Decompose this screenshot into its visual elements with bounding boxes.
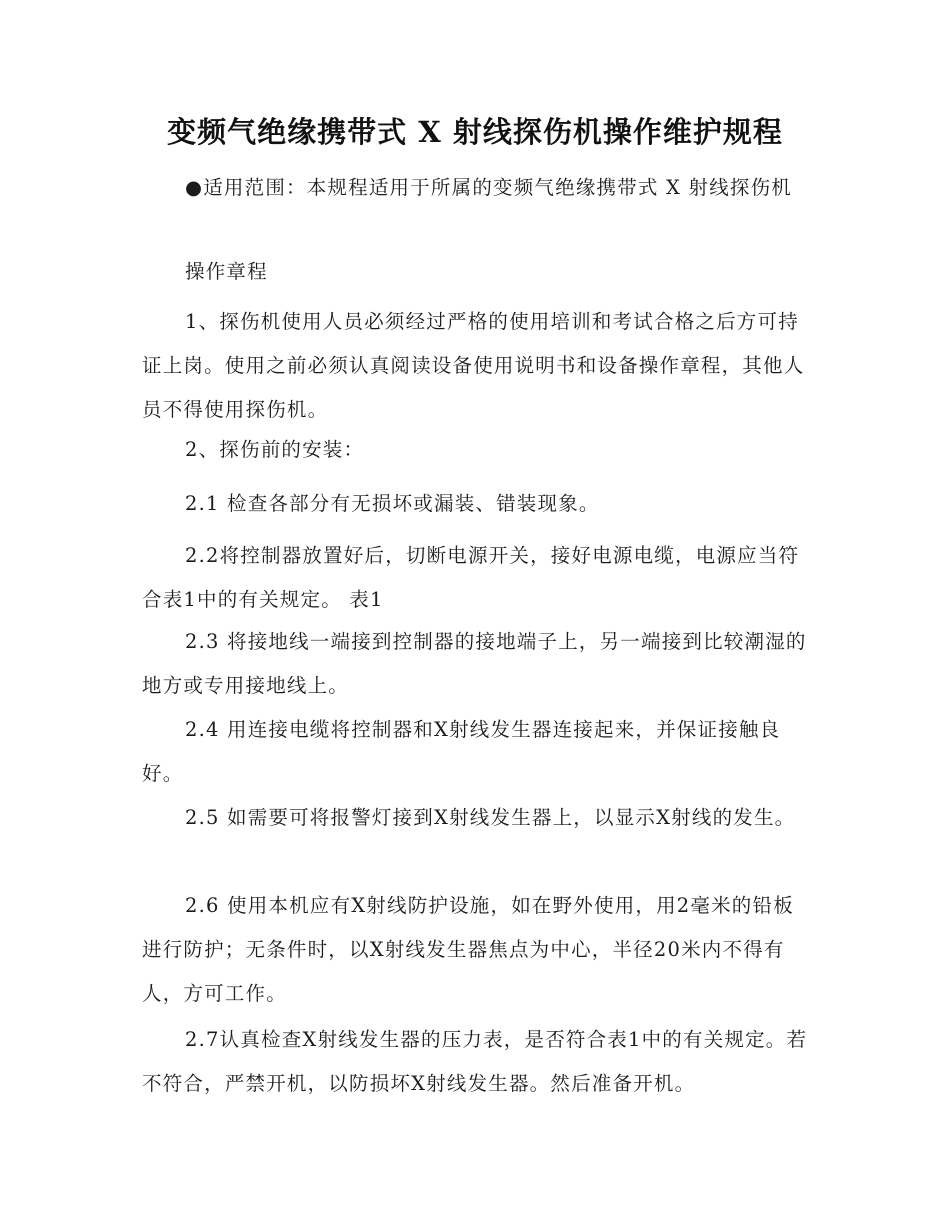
paragraph-item-1: 1、探伤机使用人员必须经过严格的使用培训和考试合格之后方可持证上岗。使用之前必须认真阅读设备使用说明书和设备操作章程，其他人员不得使用探伤机。 [142, 310, 805, 421]
paragraph-item-2-4: 2.4 用连接电缆将控制器和X射线发生器连接起来，并保证接触良好。 [142, 718, 781, 785]
paragraph-item-2-5: 2.5 如需要可将报警灯接到X射线发生器上，以显示X射线的发生。 [185, 806, 796, 829]
paragraph-item-2-3: 2.3 将接地线一端接到控制器的接地端子上，另一端接到比较潮湿的地方或专用接地线上。 [142, 630, 807, 697]
paragraph-item-2: 2、探伤前的安装： [185, 438, 365, 461]
paragraph-scope: ●适用范围：本规程适用于所属的变频气绝缘携带式 X 射线探伤机 [185, 176, 792, 199]
paragraph-item-2-6: 2.6 使用本机应有X射线防护设施，如在野外使用，用2毫米的铅板进行防护；无条件时，以X射线发生器焦点为中心，半径20米内不得有人，方可工作。 [142, 894, 794, 1005]
paragraph-item-2-7: 2.7认真检查X射线发生器的压力表，是否符合表1中的有关规定。若不符合，严禁开机，以防损坏X射线发生器。然后准备开机。 [142, 1028, 808, 1095]
paragraph-operation-heading: 操作章程 [185, 260, 268, 283]
paragraph-item-2-1: 2.1 检查各部分有无损坏或漏装、错装现象。 [185, 492, 600, 515]
document-title: 变频气绝缘携带式 X 射线探伤机操作维护规程 [167, 115, 783, 149]
paragraph-item-2-2: 2.2将控制器放置好后，切断电源开关，接好电源电缆，电源应当符合表1中的有关规定。 表1 [142, 544, 800, 611]
